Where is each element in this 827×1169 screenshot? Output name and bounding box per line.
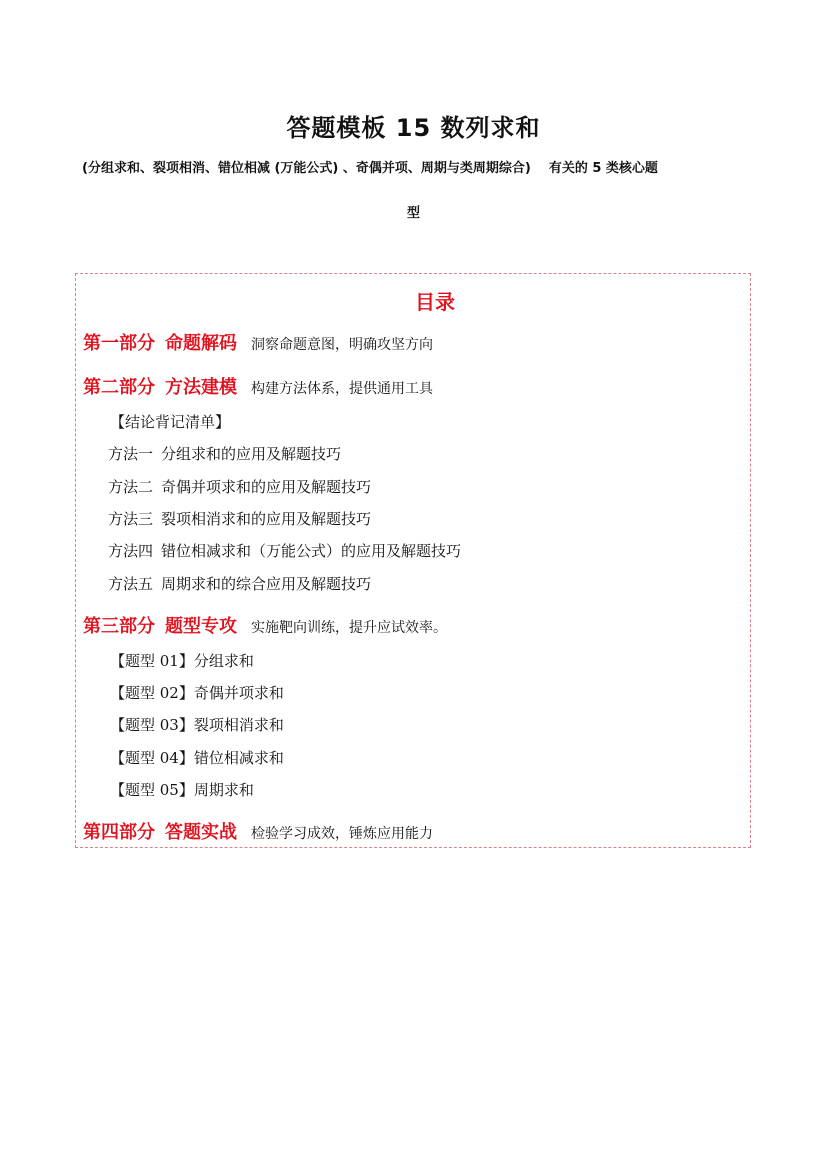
toc-method-item[interactable] bbox=[108, 508, 371, 529]
part-label: 第四部分 bbox=[83, 822, 155, 843]
part-name: 题型专攻 bbox=[165, 616, 237, 637]
method-label: 方法四 bbox=[108, 542, 154, 560]
part-label: 第二部分 bbox=[83, 377, 155, 398]
type-text: 分组求和 bbox=[193, 652, 254, 670]
type-text: 周期求和 bbox=[193, 781, 254, 799]
toc-type-item[interactable] bbox=[110, 682, 284, 703]
toc-type-item[interactable] bbox=[110, 779, 254, 800]
part-name: 命题解码 bbox=[165, 333, 237, 354]
toc-part-2[interactable] bbox=[83, 373, 433, 399]
toc-heading: 目录 bbox=[415, 290, 455, 314]
part-description: 洞察命题意图，明确攻坚方向 bbox=[251, 337, 433, 353]
type-label: 【题型 01】 bbox=[110, 652, 194, 670]
toc-method-item[interactable] bbox=[108, 443, 341, 464]
method-text: 错位相减求和（万能公式）的应用及解题技巧 bbox=[161, 542, 462, 560]
toc-part-3[interactable] bbox=[83, 612, 447, 638]
part-label: 第一部分 bbox=[83, 333, 155, 354]
part-name: 答题实战 bbox=[165, 822, 237, 843]
part-name: 方法建模 bbox=[165, 377, 237, 398]
method-text: 周期求和的综合应用及解题技巧 bbox=[161, 575, 372, 593]
method-label: 方法三 bbox=[108, 510, 154, 528]
toc-type-item[interactable] bbox=[110, 747, 284, 768]
type-text: 错位相减求和 bbox=[193, 749, 284, 767]
method-text: 奇偶并项求和的应用及解题技巧 bbox=[161, 478, 372, 496]
toc-type-item[interactable] bbox=[110, 714, 284, 735]
toc-method-item[interactable] bbox=[108, 540, 461, 561]
type-label: 【题型 02】 bbox=[110, 684, 194, 702]
toc-part-1[interactable] bbox=[83, 329, 433, 355]
method-text: 裂项相消求和的应用及解题技巧 bbox=[161, 510, 372, 528]
toc-checklist-item[interactable]: 【结论背记清单】 bbox=[110, 413, 231, 431]
document-title: 答题模板 15 数列求和 bbox=[286, 114, 541, 142]
type-label: 【题型 03】 bbox=[110, 716, 194, 734]
toc-part-4[interactable] bbox=[83, 818, 433, 844]
method-label: 方法一 bbox=[108, 445, 154, 463]
part-description: 构建方法体系，提供通用工具 bbox=[251, 381, 433, 397]
subtitle-tail: 有关的 5 类核心题 bbox=[548, 161, 658, 176]
method-text: 分组求和的应用及解题技巧 bbox=[161, 445, 342, 463]
type-text: 奇偶并项求和 bbox=[193, 684, 284, 702]
method-label: 方法五 bbox=[108, 575, 154, 593]
part-label: 第三部分 bbox=[83, 616, 155, 637]
type-label: 【题型 04】 bbox=[110, 749, 194, 767]
subtitle-line-1 bbox=[82, 157, 752, 176]
part-description: 检验学习成效，锤炼应用能力 bbox=[251, 826, 433, 842]
method-label: 方法二 bbox=[108, 478, 154, 496]
type-text: 裂项相消求和 bbox=[193, 716, 284, 734]
toc-type-item[interactable] bbox=[110, 650, 254, 671]
type-label: 【题型 05】 bbox=[110, 781, 194, 799]
toc-method-item[interactable] bbox=[108, 476, 371, 497]
subtitle-line-2: 型 bbox=[406, 206, 420, 221]
toc-method-item[interactable] bbox=[108, 573, 371, 594]
subtitle-main: (分组求和、裂项相消、错位相减 (万能公式) 、奇偶并项、周期与类周期综合) bbox=[82, 161, 531, 176]
part-description: 实施靶向训练，提升应试效率。 bbox=[251, 620, 447, 636]
